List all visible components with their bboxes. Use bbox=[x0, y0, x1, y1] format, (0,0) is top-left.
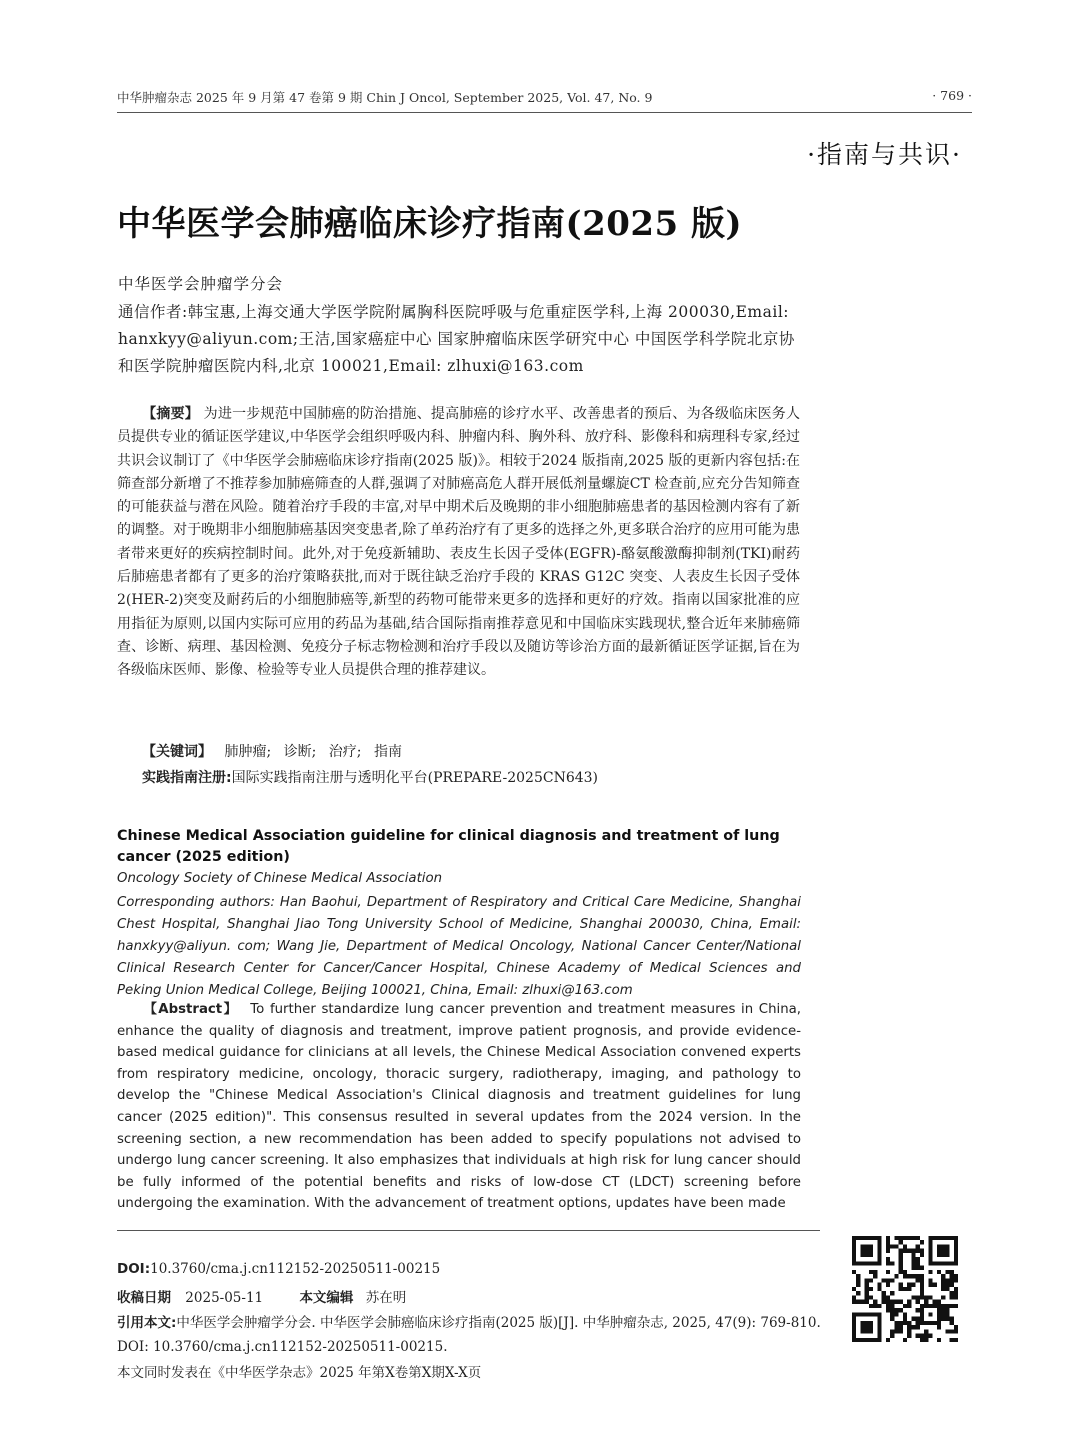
header-divider bbox=[117, 112, 972, 113]
page-number: · 769 · bbox=[932, 88, 972, 103]
english-organization: Oncology Society of Chinese Medical Association bbox=[117, 871, 443, 886]
running-header bbox=[117, 86, 972, 108]
journal-citation-header: 中华肿瘤杂志 2025 年 9 月第 47 卷第 9 期 Chin J Oncol, September 2025, Vol. 47, No. 9 bbox=[117, 90, 653, 105]
keyword: 诊断; bbox=[283, 744, 317, 760]
author-organization: 中华医学会肿瘤学分会 bbox=[118, 275, 284, 293]
editor-name: 苏在明 bbox=[365, 1290, 407, 1306]
abstract-english bbox=[117, 999, 801, 1215]
keywords-label: 【关键词】 bbox=[142, 744, 212, 760]
keyword: 治疗; bbox=[328, 744, 362, 760]
qr-code-icon[interactable] bbox=[852, 1236, 958, 1342]
registration-text: 国际实践指南注册与透明化平台(PREPARE-2025CN643) bbox=[231, 770, 599, 786]
abstract-chinese bbox=[117, 403, 800, 683]
guideline-registration bbox=[142, 767, 598, 787]
english-abstract-text: To further standardize lung cancer prevention and treatment measures in China, enhance the quality of diagnosis and treatment, improve patient prognosis, and provide evidence-based medical guidance for clinicians at all levels, the Chinese Medical Association convened experts from respiratory medicine, oncology, thoracic surgery, radiotherapy, imaging, and pathology to develop the "Chinese Medical Association's Clinical diagnosis and treatment guidelines for lung cancer (2025 edition)". This consensus resulted in several updates from the 2024 version. In the screening section, a new recommendation has been added to specify populations not advised to undergo lung cancer screening. It also emphasizes that individuals at high risk for lung cancer should be fully informed of the potential benefits and risks of low-dose CT (LDCT) screening before undergoing the examination. With the advancement of treatment options, updates have been made bbox=[117, 1002, 801, 1212]
cite-text: 中华医学会肿瘤学分会. 中华医学会肺癌临床诊疗指南(2025 版)[J]. 中华肿瘤杂志, 2025, 47(9): 769-810. DOI: 10.3760/cma.j.cn112152-20250511-00215. bbox=[117, 1315, 821, 1355]
cite-label: 引用本文: bbox=[117, 1315, 177, 1331]
abstract-text: 为进一步规范中国肺癌的防治措施、提高肺癌的诊疗水平、改善患者的预后、为各级临床医务人员提供专业的循证医学建议,中华医学会组织呼吸内科、肿瘤内科、胸外科、放疗科、影像科和病理科专家,经过共识会议制订了《中华医学会肺癌临床诊疗指南(2025 版)》。相较于2024 版指南,2025 版的更新内容包括:在筛查部分新增了不推荐参加肺癌筛查的人群,强调了对肺癌高危人群开展低剂量螺旋CT 检查前,应充分告知筛查的可能获益与潜在风险。随着治疗手段的丰富,对早中期术后及晚期的非小细胞肺癌患者的基因检测内容有了新的调整。对于晚期非小细胞肺癌基因突变患者,除了单药治疗有了更多的选择之外,更多联合治疗的应用可能为患者带来更好的疾病控制时间。此外,对于免疫新辅助、表皮生长因子受体(EGFR)-酪氨酸激酶抑制剂(TKI)耐药后肺癌患者都有了更多的治疗策略获批,而对于既往缺乏治疗手段的 KRAS G12C 突变、人表皮生长因子受体2(HER-2)突变及耐药后的小细胞肺癌等,新型的药物可能带来更多的选择和更好的疗效。指南以国家批准的应用指征为原则,以国内实际可应用的药品为基础,结合国际指南推荐意见和中国临床实践现状,整合近年来肺癌筛查、诊断、病理、基因检测、免疫分子标志物检测和治疗手段以及随访等诊治方面的最新循证医学证据,旨在为各级临床医师、影像、检验等专业人员提供合理的推荐建议。 bbox=[117, 406, 801, 679]
article-title: 中华医学会肺癌临床诊疗指南(2025 版) bbox=[117, 204, 743, 244]
english-corresponding-authors: Corresponding authors: Han Baohui, Department of Respiratory and Critical Care Medicine, Shanghai Chest Hospital, Shanghai Jiao Tong University School of Medicine, Shanghai 200030, China, Email: hanxkyy@aliyun. com; Wang Jie, Department of Medical Oncology, National Cancer Center/National Clinical Research Center for Cancer/Cancer Hospital, Chinese Academy of Medical Sciences and Peking Union Medical College, Beijing 100021, China, Email: zlhuxi@163.com bbox=[117, 895, 801, 998]
english-title: Chinese Medical Association guideline for clinical diagnosis and treatment of lung cancer (2025 edition) bbox=[117, 828, 780, 865]
received-label: 收稿日期 bbox=[117, 1290, 171, 1306]
keyword: 肺肿瘤; bbox=[224, 744, 272, 760]
english-abstract-label: 【Abstract】 bbox=[143, 1002, 239, 1017]
received-date: 2025-05-11 bbox=[185, 1290, 264, 1306]
keywords bbox=[142, 741, 402, 761]
keyword: 指南 bbox=[373, 744, 402, 760]
editor-label: 本文编辑 bbox=[299, 1290, 354, 1306]
registration-label: 实践指南注册: bbox=[142, 770, 232, 786]
doi-value[interactable]: 10.3760/cma.j.cn112152-20250511-00215 bbox=[150, 1261, 441, 1277]
corresponding-authors: 通信作者:韩宝惠,上海交通大学医学院附属胸科医院呼吸与危重症医学科,上海 200030,Email: hanxkyy@aliyun.com;王洁,国家癌症中心 国家肿瘤临床医学研究中心 中国医学科学院北京协和医学院肿瘤医院内科,北京 100021,Email: zlhuxi@163.com bbox=[118, 303, 795, 375]
received-editor-line bbox=[117, 1286, 827, 1306]
doi-line bbox=[117, 1261, 827, 1277]
footer-divider bbox=[117, 1230, 820, 1231]
citation bbox=[117, 1311, 827, 1359]
abstract-label: 【摘要】 bbox=[142, 406, 200, 422]
doi-label: DOI: bbox=[117, 1261, 151, 1277]
simultaneous-publication: 本文同时发表在《中华医学杂志》2025 年第X卷第X期X-X页 bbox=[117, 1365, 482, 1381]
section-label: ·指南与共识· bbox=[807, 140, 962, 169]
